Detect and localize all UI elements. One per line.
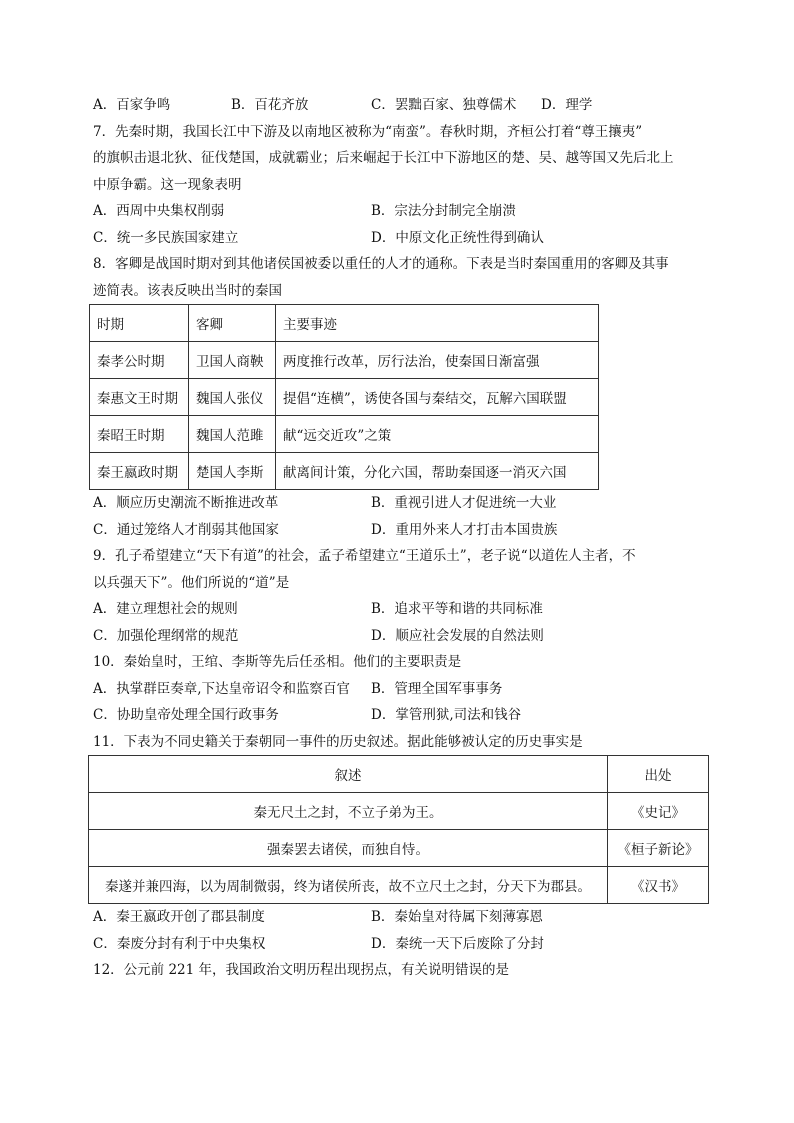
- table-row: [90, 379, 599, 416]
- q8-option-d[interactable]: D．重用外来人才打击本国贵族: [371, 521, 558, 538]
- column-header: 时期: [90, 305, 189, 342]
- table-cell: 《汉书》: [608, 867, 709, 904]
- q7-stem-line-2: 的旗帜击退北狄、征伐楚国，成就霸业；后来崛起于长江中下游地区的楚、吴、越等国又先后北上: [93, 150, 674, 166]
- table-cell: 秦王嬴政时期: [90, 453, 189, 490]
- table-cell: 强秦罢去诸侯，而独自恃。: [89, 830, 608, 867]
- q7-option-a[interactable]: A．西周中央集权削弱: [93, 203, 225, 219]
- q10-option-b[interactable]: B．管理全国军事事务: [371, 680, 503, 697]
- table-cell: 提倡“连横”，诱使各国与秦结交，瓦解六国联盟: [276, 379, 599, 416]
- q10-stem-line-1: 10．秦始皇时，王绾、李斯等先后任丞相。他们的主要职责是: [93, 654, 462, 670]
- q8-option-a[interactable]: A．顺应历史潮流不断推进改革: [93, 495, 279, 511]
- q7-options-row-2: [93, 225, 713, 252]
- q11-option-b[interactable]: B．秦始皇对待属下刻薄寡恩: [371, 909, 543, 925]
- q7-option-b[interactable]: B．宗法分封制完全崩溃: [371, 203, 516, 219]
- table-row: [90, 416, 599, 453]
- table-cell: 卫国人商鞅: [189, 342, 276, 379]
- q7-stem-line-1: 7．先秦时期，我国长江中下游及以南地区被称为“南蛮”。春秋时期，齐桓公打着“尊王攘夷”: [93, 123, 643, 140]
- q8-option-b[interactable]: B．重视引进人才促进统一大业: [371, 495, 557, 511]
- q7-options-row-1: [93, 198, 713, 225]
- table-cell: 秦遂并兼四海，以为周制微弱，终为诸侯所丧，故不立尺土之封，分天下为郡县。: [89, 867, 608, 904]
- q6-options: [93, 92, 713, 119]
- table-row: [89, 867, 709, 904]
- q10-options-row-1: [93, 676, 713, 703]
- table-cell: 楚国人李斯: [189, 453, 276, 490]
- q9-option-b[interactable]: B．追求平等和谐的共同标准: [371, 601, 543, 617]
- q8-options-row-1: [93, 490, 713, 517]
- exam-page: [93, 92, 713, 984]
- column-header: 主要事迹: [276, 305, 599, 342]
- q9-stem-line-1: 9．孔子希望建立“天下有道”的社会，孟子希望建立“王道乐土”，老子说“以道佐人主者，不: [93, 548, 636, 564]
- q8-option-c[interactable]: C．通过笼络人才削弱其他国家: [93, 521, 279, 538]
- q7-stem-line-3: 中原争霸。这一现象表明: [93, 176, 242, 193]
- table-row: [90, 342, 599, 379]
- column-header: 出处: [608, 756, 709, 793]
- q9-option-c[interactable]: C．加强伦理纲常的规范: [93, 627, 239, 644]
- q11-option-a[interactable]: A．秦王嬴政开创了郡县制度: [93, 909, 265, 925]
- q11-options-row-2: [93, 931, 713, 958]
- table-cell: 秦惠文王时期: [90, 379, 189, 416]
- q8-stem-line-2: 迹简表。该表反映出当时的秦国: [93, 282, 282, 299]
- table-cell: 献“远交近攻”之策: [276, 416, 599, 453]
- q9-option-d[interactable]: D．顺应社会发展的自然法则: [371, 627, 544, 644]
- q11-option-c[interactable]: C．秦废分封有利于中央集权: [93, 935, 266, 952]
- table-cell: 献离间计策，分化六国，帮助秦国逐一消灭六国: [276, 453, 599, 490]
- q10-option-a[interactable]: A．执掌群臣奏章,下达皇帝诏令和监察百官: [93, 680, 351, 697]
- q10-options-row-2: [93, 702, 713, 729]
- q11-table: [88, 755, 709, 904]
- table-cell: 秦孝公时期: [90, 342, 189, 379]
- q9-options-row-1: [93, 596, 713, 623]
- table-cell: 《桓子新论》: [608, 830, 709, 867]
- table-cell: 魏国人张仪: [189, 379, 276, 416]
- q9-option-a[interactable]: A．建立理想社会的规则: [93, 601, 238, 617]
- table-cell: 秦昭王时期: [90, 416, 189, 453]
- table-cell: 魏国人范雎: [189, 416, 276, 453]
- q7-option-c[interactable]: C．统一多民族国家建立: [93, 229, 239, 246]
- q6-option-a[interactable]: A．百家争鸣: [93, 97, 171, 113]
- table-cell: 两度推行改革，厉行法治，使秦国日渐富强: [276, 342, 599, 379]
- table-row: [89, 830, 709, 867]
- q12-stem-line-1: 12．公元前 221 年，我国政治文明历程出现拐点，有关说明错误的是: [93, 962, 510, 978]
- q10-option-c[interactable]: C．协助皇帝处理全国行政事务: [93, 707, 279, 723]
- table-row: [90, 453, 599, 490]
- q11-stem-line-1: 11．下表为不同史籍关于秦朝同一事件的历史叙述。据此能够被认定的历史事实是: [93, 733, 583, 750]
- q9-options-row-2: [93, 623, 713, 650]
- q9-stem-line-2: 以兵强天下”。他们所说的“道”是: [93, 574, 290, 591]
- q6-option-c[interactable]: C．罢黜百家、独尊儒术: [371, 97, 517, 113]
- q8-table: [89, 304, 599, 490]
- table-cell: 《史记》: [608, 793, 709, 830]
- column-header: 客卿: [189, 305, 276, 342]
- q10-option-d[interactable]: D．掌管刑狱,司法和钱谷: [371, 707, 522, 723]
- q11-options-row-1: [93, 904, 713, 931]
- q8-options-row-2: [93, 517, 713, 544]
- q7-option-d[interactable]: D．中原文化正统性得到确认: [371, 229, 544, 246]
- table-cell: 秦无尺土之封，不立子弟为王。: [89, 793, 608, 830]
- table-header-row: [90, 305, 599, 342]
- q11-option-d[interactable]: D．秦统一天下后废除了分封: [371, 935, 544, 952]
- q8-stem-line-1: 8．客卿是战国时期对到其他诸侯国被委以重任的人才的通称。下表是当时秦国重用的客卿及其事: [93, 256, 669, 272]
- table-row: [89, 793, 709, 830]
- q6-option-b[interactable]: B．百花齐放: [231, 97, 309, 113]
- q6-option-d[interactable]: D．理学: [541, 97, 593, 113]
- table-header-row: [89, 756, 709, 793]
- column-header: 叙述: [89, 756, 608, 793]
